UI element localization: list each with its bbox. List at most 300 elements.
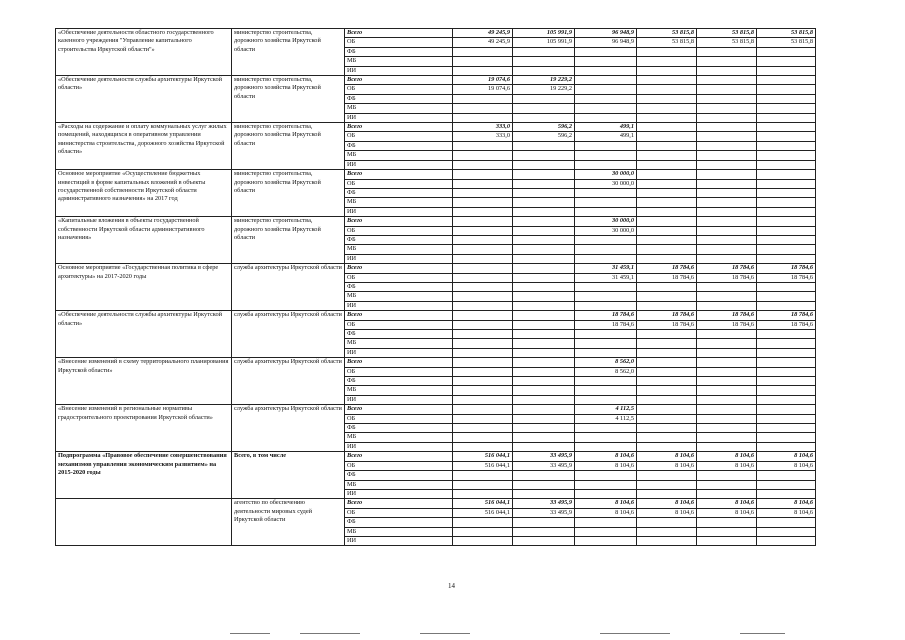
measure-name-cell: «Обеспечение деятельности службы архитектуры Иркутской области» — [56, 311, 232, 358]
amount-cell — [697, 160, 757, 169]
funding-source-cell: МБ — [345, 527, 453, 536]
amount-cell: 8 562,0 — [575, 367, 637, 376]
amount-cell — [513, 348, 575, 357]
measure-name-cell: «Расходы на содержание и оплату коммунальных услуг жилых помещений, находящихся в оперативном управлении министерства строительства, дорожного хозяйства Иркутской области» — [56, 123, 232, 170]
amount-cell — [697, 85, 757, 94]
amount-cell — [697, 198, 757, 207]
amount-cell — [453, 311, 513, 320]
amount-cell — [757, 141, 816, 150]
amount-cell — [453, 226, 513, 235]
amount-cell: 33 495,9 — [513, 461, 575, 470]
executor-cell: агентство по обеспечению деятельности мировых судей Иркутской области — [232, 499, 345, 546]
amount-cell — [513, 151, 575, 160]
amount-cell — [757, 170, 816, 179]
funding-source-cell: ИИ — [345, 254, 453, 263]
measure-name-cell: «Капитальные вложения в объекты государственной собственности Иркутской области административного назначения» — [56, 217, 232, 264]
funding-source-cell: ОБ — [345, 132, 453, 141]
amount-cell — [757, 207, 816, 216]
amount-cell: 8 104,6 — [757, 499, 816, 508]
amount-cell — [697, 76, 757, 85]
amount-cell — [697, 442, 757, 451]
amount-cell: 19 229,2 — [513, 85, 575, 94]
amount-cell — [697, 151, 757, 160]
amount-cell — [453, 141, 513, 150]
table-row — [56, 217, 816, 226]
amount-cell — [513, 339, 575, 348]
scan-artifact — [230, 633, 270, 634]
amount-cell: 53 815,8 — [637, 38, 697, 47]
amount-cell — [637, 414, 697, 423]
executor-cell: служба архитектуры Иркутской области — [232, 358, 345, 405]
amount-cell — [637, 442, 697, 451]
amount-cell — [757, 188, 816, 197]
amount-cell — [513, 273, 575, 282]
amount-cell — [575, 254, 637, 263]
amount-cell — [453, 442, 513, 451]
amount-cell — [575, 518, 637, 527]
amount-cell — [575, 188, 637, 197]
amount-cell — [513, 311, 575, 320]
amount-cell — [637, 66, 697, 75]
amount-cell — [575, 471, 637, 480]
amount-cell — [757, 132, 816, 141]
funding-source-cell: ОБ — [345, 273, 453, 282]
amount-cell — [453, 217, 513, 226]
amount-cell — [757, 377, 816, 386]
amount-cell — [697, 414, 757, 423]
funding-source-cell: ОБ — [345, 461, 453, 470]
amount-cell — [697, 113, 757, 122]
amount-cell: 4 112,5 — [575, 405, 637, 414]
amount-cell — [453, 471, 513, 480]
funding-source-cell: Всего — [345, 452, 453, 461]
measure-name-cell: «Внесение изменений в схему территориального планирования Иркутской области» — [56, 358, 232, 405]
amount-cell — [453, 94, 513, 103]
amount-cell: 18 784,6 — [575, 311, 637, 320]
amount-cell: 31 459,1 — [575, 273, 637, 282]
amount-cell — [637, 536, 697, 545]
amount-cell — [697, 217, 757, 226]
amount-cell: 53 815,8 — [697, 29, 757, 38]
amount-cell: 8 104,6 — [697, 499, 757, 508]
amount-cell — [757, 198, 816, 207]
amount-cell — [697, 132, 757, 141]
funding-source-cell: ИИ — [345, 160, 453, 169]
measure-name-cell: «Обеспечение деятельности областного государственного казенного учреждения "Управление капитального строительства Иркутской области"» — [56, 29, 232, 76]
funding-source-cell: ОБ — [345, 320, 453, 329]
amount-cell — [697, 207, 757, 216]
amount-cell — [637, 395, 697, 404]
funding-source-cell: ИИ — [345, 66, 453, 75]
amount-cell — [453, 47, 513, 56]
funding-source-cell: ФБ — [345, 377, 453, 386]
amount-cell — [513, 330, 575, 339]
amount-cell — [575, 377, 637, 386]
amount-cell — [513, 471, 575, 480]
amount-cell: 8 104,6 — [757, 508, 816, 517]
amount-cell: 333,0 — [453, 123, 513, 132]
funding-source-cell: Всего — [345, 264, 453, 273]
amount-cell — [637, 339, 697, 348]
amount-cell — [697, 292, 757, 301]
amount-cell — [453, 518, 513, 527]
table-row — [56, 499, 816, 508]
funding-source-cell: ФБ — [345, 518, 453, 527]
amount-cell: 30 000,0 — [575, 217, 637, 226]
amount-cell — [513, 527, 575, 536]
amount-cell — [513, 536, 575, 545]
amount-cell: 18 784,6 — [757, 311, 816, 320]
funding-source-cell: МБ — [345, 433, 453, 442]
funding-source-cell: ИИ — [345, 442, 453, 451]
amount-cell — [757, 245, 816, 254]
amount-cell — [637, 245, 697, 254]
amount-cell: 8 104,6 — [575, 452, 637, 461]
amount-cell — [575, 85, 637, 94]
amount-cell — [575, 489, 637, 498]
funding-source-cell: ОБ — [345, 38, 453, 47]
amount-cell — [757, 235, 816, 244]
amount-cell — [637, 76, 697, 85]
executor-cell: служба архитектуры Иркутской области — [232, 264, 345, 311]
table-row — [56, 170, 816, 179]
page-number: 14 — [448, 582, 455, 590]
amount-cell — [757, 367, 816, 376]
amount-cell — [757, 339, 816, 348]
amount-cell: 18 784,6 — [637, 320, 697, 329]
amount-cell — [513, 94, 575, 103]
amount-cell — [453, 57, 513, 66]
amount-cell — [757, 442, 816, 451]
amount-cell — [513, 198, 575, 207]
amount-cell — [697, 518, 757, 527]
amount-cell: 18 784,6 — [637, 273, 697, 282]
amount-cell — [453, 104, 513, 113]
amount-cell — [513, 282, 575, 291]
amount-cell — [757, 226, 816, 235]
amount-cell: 19 074,6 — [453, 85, 513, 94]
amount-cell — [697, 179, 757, 188]
amount-cell — [575, 386, 637, 395]
amount-cell — [575, 66, 637, 75]
amount-cell — [697, 254, 757, 263]
amount-cell — [453, 330, 513, 339]
amount-cell: 18 784,6 — [697, 311, 757, 320]
amount-cell — [513, 395, 575, 404]
amount-cell — [513, 113, 575, 122]
amount-cell — [637, 160, 697, 169]
amount-cell — [757, 386, 816, 395]
amount-cell — [637, 471, 697, 480]
amount-cell — [697, 235, 757, 244]
amount-cell: 499,1 — [575, 132, 637, 141]
amount-cell — [453, 367, 513, 376]
funding-source-cell: ИИ — [345, 489, 453, 498]
amount-cell — [757, 330, 816, 339]
amount-cell — [637, 179, 697, 188]
amount-cell — [513, 66, 575, 75]
amount-cell — [575, 207, 637, 216]
amount-cell — [453, 113, 513, 122]
measure-name-cell: «Внесение изменений в региональные нормативы градостроительного проектирования Иркутской области» — [56, 405, 232, 452]
funding-source-cell: ФБ — [345, 282, 453, 291]
amount-cell — [575, 198, 637, 207]
amount-cell: 516 044,1 — [453, 499, 513, 508]
amount-cell — [697, 395, 757, 404]
budget-table-sheet — [55, 28, 815, 546]
amount-cell — [453, 198, 513, 207]
funding-source-cell: ФБ — [345, 235, 453, 244]
amount-cell — [575, 424, 637, 433]
funding-source-cell: МБ — [345, 104, 453, 113]
funding-source-cell: Всего — [345, 217, 453, 226]
funding-source-cell: МБ — [345, 480, 453, 489]
amount-cell — [757, 47, 816, 56]
amount-cell — [697, 188, 757, 197]
amount-cell — [697, 348, 757, 357]
amount-cell — [757, 292, 816, 301]
amount-cell — [757, 424, 816, 433]
executor-cell: служба архитектуры Иркутской области — [232, 311, 345, 358]
amount-cell — [575, 527, 637, 536]
amount-cell: 96 948,9 — [575, 38, 637, 47]
amount-cell — [637, 489, 697, 498]
amount-cell — [575, 47, 637, 56]
amount-cell — [697, 141, 757, 150]
funding-source-cell: МБ — [345, 386, 453, 395]
amount-cell — [453, 160, 513, 169]
amount-cell: 53 815,8 — [637, 29, 697, 38]
amount-cell — [575, 245, 637, 254]
amount-cell — [637, 207, 697, 216]
amount-cell — [757, 414, 816, 423]
amount-cell — [575, 395, 637, 404]
amount-cell: 8 104,6 — [697, 452, 757, 461]
amount-cell — [575, 57, 637, 66]
amount-cell: 96 948,9 — [575, 29, 637, 38]
amount-cell — [757, 113, 816, 122]
amount-cell — [637, 132, 697, 141]
amount-cell — [637, 480, 697, 489]
amount-cell — [453, 245, 513, 254]
amount-cell: 8 104,6 — [575, 461, 637, 470]
amount-cell — [453, 320, 513, 329]
amount-cell — [575, 94, 637, 103]
amount-cell — [637, 104, 697, 113]
amount-cell — [697, 301, 757, 310]
funding-source-cell: МБ — [345, 292, 453, 301]
amount-cell — [575, 301, 637, 310]
amount-cell — [697, 57, 757, 66]
amount-cell — [513, 207, 575, 216]
amount-cell: 8 104,6 — [637, 499, 697, 508]
amount-cell: 53 815,8 — [757, 38, 816, 47]
amount-cell — [697, 226, 757, 235]
funding-source-cell: МБ — [345, 57, 453, 66]
amount-cell — [513, 442, 575, 451]
amount-cell — [757, 76, 816, 85]
amount-cell — [757, 151, 816, 160]
amount-cell: 18 784,6 — [697, 320, 757, 329]
amount-cell — [453, 66, 513, 75]
amount-cell: 18 784,6 — [757, 320, 816, 329]
funding-source-cell: МБ — [345, 339, 453, 348]
amount-cell — [453, 188, 513, 197]
amount-cell — [453, 170, 513, 179]
amount-cell — [453, 386, 513, 395]
amount-cell: 18 784,6 — [697, 264, 757, 273]
amount-cell: 105 991,9 — [513, 38, 575, 47]
amount-cell — [637, 301, 697, 310]
amount-cell: 33 495,9 — [513, 452, 575, 461]
amount-cell: 49 245,9 — [453, 38, 513, 47]
amount-cell — [513, 104, 575, 113]
amount-cell — [453, 433, 513, 442]
amount-cell — [513, 160, 575, 169]
amount-cell: 19 074,6 — [453, 76, 513, 85]
amount-cell: 8 104,6 — [637, 452, 697, 461]
amount-cell — [575, 339, 637, 348]
amount-cell — [637, 424, 697, 433]
executor-cell: Всего, в том числе — [232, 452, 345, 499]
amount-cell — [637, 170, 697, 179]
amount-cell — [637, 386, 697, 395]
executor-cell: служба архитектуры Иркутской области — [232, 405, 345, 452]
amount-cell — [757, 348, 816, 357]
amount-cell — [453, 207, 513, 216]
scan-artifact — [740, 633, 785, 634]
amount-cell — [513, 414, 575, 423]
amount-cell — [757, 104, 816, 113]
amount-cell — [513, 301, 575, 310]
funding-source-cell: ОБ — [345, 414, 453, 423]
amount-cell: 18 784,6 — [575, 320, 637, 329]
scan-artifact — [300, 633, 360, 634]
amount-cell: 33 495,9 — [513, 508, 575, 517]
funding-source-cell: Всего — [345, 311, 453, 320]
scan-artifact — [600, 633, 670, 634]
funding-source-cell: МБ — [345, 198, 453, 207]
executor-cell: министерство строительства, дорожного хозяйства Иркутской области — [232, 29, 345, 76]
funding-source-cell: МБ — [345, 151, 453, 160]
amount-cell — [453, 301, 513, 310]
amount-cell — [575, 433, 637, 442]
amount-cell — [637, 518, 697, 527]
amount-cell — [453, 292, 513, 301]
amount-cell — [453, 536, 513, 545]
amount-cell — [757, 123, 816, 132]
funding-source-cell: ФБ — [345, 424, 453, 433]
table-row — [56, 76, 816, 85]
amount-cell — [637, 141, 697, 150]
amount-cell — [513, 254, 575, 263]
funding-source-cell: МБ — [345, 245, 453, 254]
amount-cell — [757, 395, 816, 404]
amount-cell — [513, 245, 575, 254]
measure-name-cell: Основное мероприятие «Государственная политика в сфере архитектуры» на 2017-2020 годы — [56, 264, 232, 311]
amount-cell — [757, 480, 816, 489]
amount-cell: 516 044,1 — [453, 461, 513, 470]
amount-cell: 18 784,6 — [757, 273, 816, 282]
amount-cell — [453, 405, 513, 414]
amount-cell — [757, 254, 816, 263]
executor-cell: министерство строительства, дорожного хозяйства Иркутской области — [232, 217, 345, 264]
amount-cell — [453, 489, 513, 498]
amount-cell — [513, 188, 575, 197]
funding-source-cell: Всего — [345, 358, 453, 367]
amount-cell — [453, 527, 513, 536]
amount-cell — [513, 226, 575, 235]
funding-source-cell: ИИ — [345, 301, 453, 310]
budget-table-body — [56, 29, 816, 546]
measure-name-cell: Подпрограмма «Правовое обеспечение совершенствования механизмов управления экономическим развитием» на 2015-2020 годы — [56, 452, 232, 499]
amount-cell: 8 104,6 — [637, 508, 697, 517]
amount-cell — [575, 536, 637, 545]
amount-cell — [697, 536, 757, 545]
amount-cell: 516 044,1 — [453, 508, 513, 517]
amount-cell — [513, 179, 575, 188]
amount-cell: 105 991,9 — [513, 29, 575, 38]
amount-cell — [637, 188, 697, 197]
amount-cell — [513, 518, 575, 527]
executor-cell: министерство строительства, дорожного хозяйства Иркутской области — [232, 123, 345, 170]
amount-cell — [453, 395, 513, 404]
amount-cell — [637, 57, 697, 66]
amount-cell — [513, 433, 575, 442]
amount-cell — [575, 151, 637, 160]
amount-cell — [575, 113, 637, 122]
amount-cell — [757, 94, 816, 103]
amount-cell — [637, 235, 697, 244]
amount-cell: 18 784,6 — [757, 264, 816, 273]
amount-cell — [637, 47, 697, 56]
amount-cell — [697, 245, 757, 254]
amount-cell: 8 104,6 — [575, 499, 637, 508]
amount-cell — [575, 104, 637, 113]
amount-cell — [513, 141, 575, 150]
amount-cell — [757, 66, 816, 75]
amount-cell — [575, 235, 637, 244]
amount-cell — [697, 123, 757, 132]
amount-cell — [757, 433, 816, 442]
amount-cell: 8 104,6 — [697, 461, 757, 470]
amount-cell — [697, 433, 757, 442]
amount-cell — [575, 442, 637, 451]
amount-cell — [637, 527, 697, 536]
amount-cell — [637, 123, 697, 132]
amount-cell — [453, 358, 513, 367]
amount-cell: 516 044,1 — [453, 452, 513, 461]
amount-cell — [757, 527, 816, 536]
amount-cell: 333,0 — [453, 132, 513, 141]
amount-cell — [697, 424, 757, 433]
amount-cell — [697, 66, 757, 75]
amount-cell — [757, 518, 816, 527]
amount-cell — [575, 292, 637, 301]
amount-cell — [513, 292, 575, 301]
amount-cell: 18 784,6 — [697, 273, 757, 282]
funding-source-cell: ОБ — [345, 85, 453, 94]
amount-cell: 53 815,8 — [697, 38, 757, 47]
amount-cell — [453, 254, 513, 263]
amount-cell — [697, 94, 757, 103]
amount-cell — [637, 217, 697, 226]
table-row — [56, 311, 816, 320]
funding-source-cell: Всего — [345, 170, 453, 179]
amount-cell — [697, 489, 757, 498]
amount-cell — [637, 85, 697, 94]
amount-cell — [697, 282, 757, 291]
